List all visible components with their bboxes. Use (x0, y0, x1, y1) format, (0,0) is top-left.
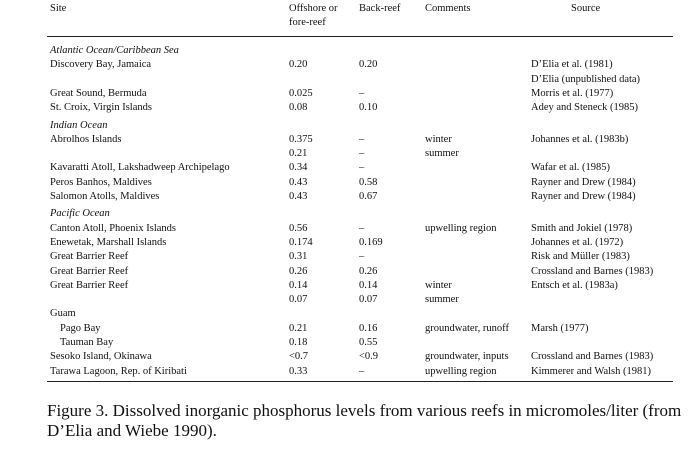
table-row (0, 236, 700, 250)
table-row (0, 101, 700, 115)
cell-source: Kimmerer and Walsh (1981) (531, 365, 651, 377)
section-title: Atlantic Ocean/Caribbean Sea (50, 45, 179, 56)
table-row (0, 365, 700, 379)
table-row (0, 265, 700, 279)
cell-source: Rayner and Drew (1984) (531, 191, 636, 202)
header-rule (47, 36, 673, 37)
header-source: Source (571, 3, 601, 14)
cell-offshore: 0.56 (289, 222, 308, 234)
table-row (0, 336, 700, 350)
cell-site: St. Croix, Virgin Islands (50, 102, 152, 114)
cell-site: Abrolhos Islands (50, 133, 122, 145)
table-row (0, 250, 700, 264)
cell-comment: groundwater, inputs (425, 351, 509, 363)
cell-offshore: 0.14 (289, 279, 308, 291)
cell-comment: summer (425, 294, 459, 306)
cell-site: Discovery Bay, Jamaica (50, 59, 152, 71)
cell-source: Johannes et al. (1983b) (531, 133, 629, 145)
cell-backreef: – (359, 251, 365, 263)
cell-backreef: 0.55 (359, 337, 378, 348)
cell-offshore: 0.26 (289, 265, 308, 277)
section-title: Indian Ocean (50, 119, 108, 131)
cell-source: Johannes et al. (1972) (531, 236, 624, 248)
cell-comment: groundwater, runoff (425, 322, 509, 334)
cell-offshore: 0.21 (289, 148, 308, 160)
cell-source: Entsch et al. (1983a) (531, 279, 618, 291)
cell-site: Peros Banhos, Maldives (50, 176, 152, 188)
cell-source: Marsh (1977) (531, 322, 589, 334)
cell-offshore: 0.43 (289, 191, 308, 202)
cell-backreef: 0.67 (359, 191, 378, 202)
header-backreef: Back-reef (359, 3, 401, 14)
table-row (0, 58, 700, 72)
table-row (0, 161, 700, 175)
cell-site: Great Barrier Reef (50, 279, 129, 291)
table-row (0, 279, 700, 293)
cell-comment: upwelling region (425, 222, 497, 234)
cell-backreef: 0.14 (359, 279, 378, 291)
cell-offshore: 0.34 (289, 162, 308, 174)
cell-offshore: 0.08 (289, 102, 308, 114)
header-comments: Comments (425, 3, 471, 14)
cell-backreef: – (359, 365, 365, 377)
table-row (0, 350, 700, 364)
cell-source: Adey and Steneck (1985) (531, 102, 639, 114)
cell-backreef: 0.16 (359, 322, 378, 334)
figure-caption: Figure 3. Dissolved inorganic phosphorus levels from various reefs in micromoles/liter (from D’Elia and Wiebe 1990). (47, 401, 682, 440)
table-row (0, 176, 700, 190)
table-row (0, 293, 700, 307)
cell-offshore: 0.43 (289, 176, 308, 188)
table-row (0, 322, 700, 336)
cell-source: Risk and Müller (1983) (531, 251, 630, 263)
cell-source: Crossland and Barnes (1983) (531, 265, 654, 277)
cell-backreef: 0.58 (359, 176, 378, 188)
cell-backreef: 0.20 (359, 59, 378, 71)
cell-backreef: 0.26 (359, 265, 378, 277)
cell-backreef: 0.10 (359, 102, 378, 114)
cell-backreef: 0.07 (359, 294, 378, 306)
cell-offshore: 0.375 (289, 133, 313, 145)
cell-site: Canton Atoll, Phoenix Islands (50, 222, 176, 234)
cell-site: Kavaratti Atoll, Lakshadweep Archipelago (50, 162, 230, 174)
cell-source: D’Elia et al. (1981) (531, 59, 613, 71)
table-row (0, 73, 700, 87)
cell-backreef: – (359, 87, 365, 99)
cell-offshore: 0.025 (289, 87, 313, 99)
cell-source: Rayner and Drew (1984) (531, 176, 636, 188)
table-bottom-rule (47, 381, 673, 382)
cell-offshore: <0.7 (289, 351, 309, 363)
cell-offshore: 0.21 (289, 322, 308, 334)
cell-backreef: 0.169 (359, 236, 383, 248)
cell-comment: summer (425, 148, 459, 160)
table-row (0, 307, 700, 321)
cell-site: Sesoko Island, Okinawa (50, 351, 152, 363)
header-site: Site (50, 3, 67, 14)
cell-backreef: – (359, 148, 365, 160)
cell-backreef: <0.9 (359, 351, 379, 363)
cell-backreef: – (359, 222, 365, 234)
cell-site: Tauman Bay (60, 337, 114, 348)
table-row (0, 190, 700, 204)
header-offshore-line1: Offshore or (289, 3, 338, 14)
cell-offshore: 0.33 (289, 365, 308, 377)
cell-comment: upwelling region (425, 365, 497, 377)
cell-source: D’Elia (unpublished data) (531, 73, 641, 85)
table-row (0, 147, 700, 161)
cell-offshore: 0.174 (289, 236, 313, 248)
cell-site: Enewetak, Marshall Islands (50, 236, 167, 248)
cell-site: Salomon Atolls, Maldives (50, 191, 160, 202)
table-row (0, 222, 700, 236)
cell-offshore: 0.20 (289, 59, 308, 71)
cell-offshore: 0.31 (289, 251, 308, 263)
header-offshore-line2: fore-reef (289, 17, 326, 28)
cell-comment: winter (425, 279, 452, 291)
section-title: Pacific Ocean (50, 208, 110, 220)
table-row (0, 133, 700, 147)
cell-source: Morris et al. (1977) (531, 87, 614, 99)
cell-site: Great Sound, Bermuda (50, 87, 147, 99)
cell-source: Smith and Jokiel (1978) (531, 222, 633, 234)
cell-site: Great Barrier Reef (50, 251, 129, 263)
cell-backreef: – (359, 133, 365, 145)
cell-source: Wafar et al. (1985) (531, 162, 611, 174)
cell-site: Guam (50, 308, 76, 320)
cell-source: Crossland and Barnes (1983) (531, 351, 654, 363)
table-row (0, 87, 700, 101)
cell-offshore: 0.07 (289, 294, 308, 306)
cell-site: Pago Bay (60, 322, 101, 334)
cell-site: Great Barrier Reef (50, 265, 129, 277)
cell-backreef: – (359, 162, 365, 174)
cell-site: Tarawa Lagoon, Rep. of Kiribati (50, 365, 187, 377)
cell-offshore: 0.18 (289, 337, 308, 348)
cell-comment: winter (425, 133, 452, 145)
